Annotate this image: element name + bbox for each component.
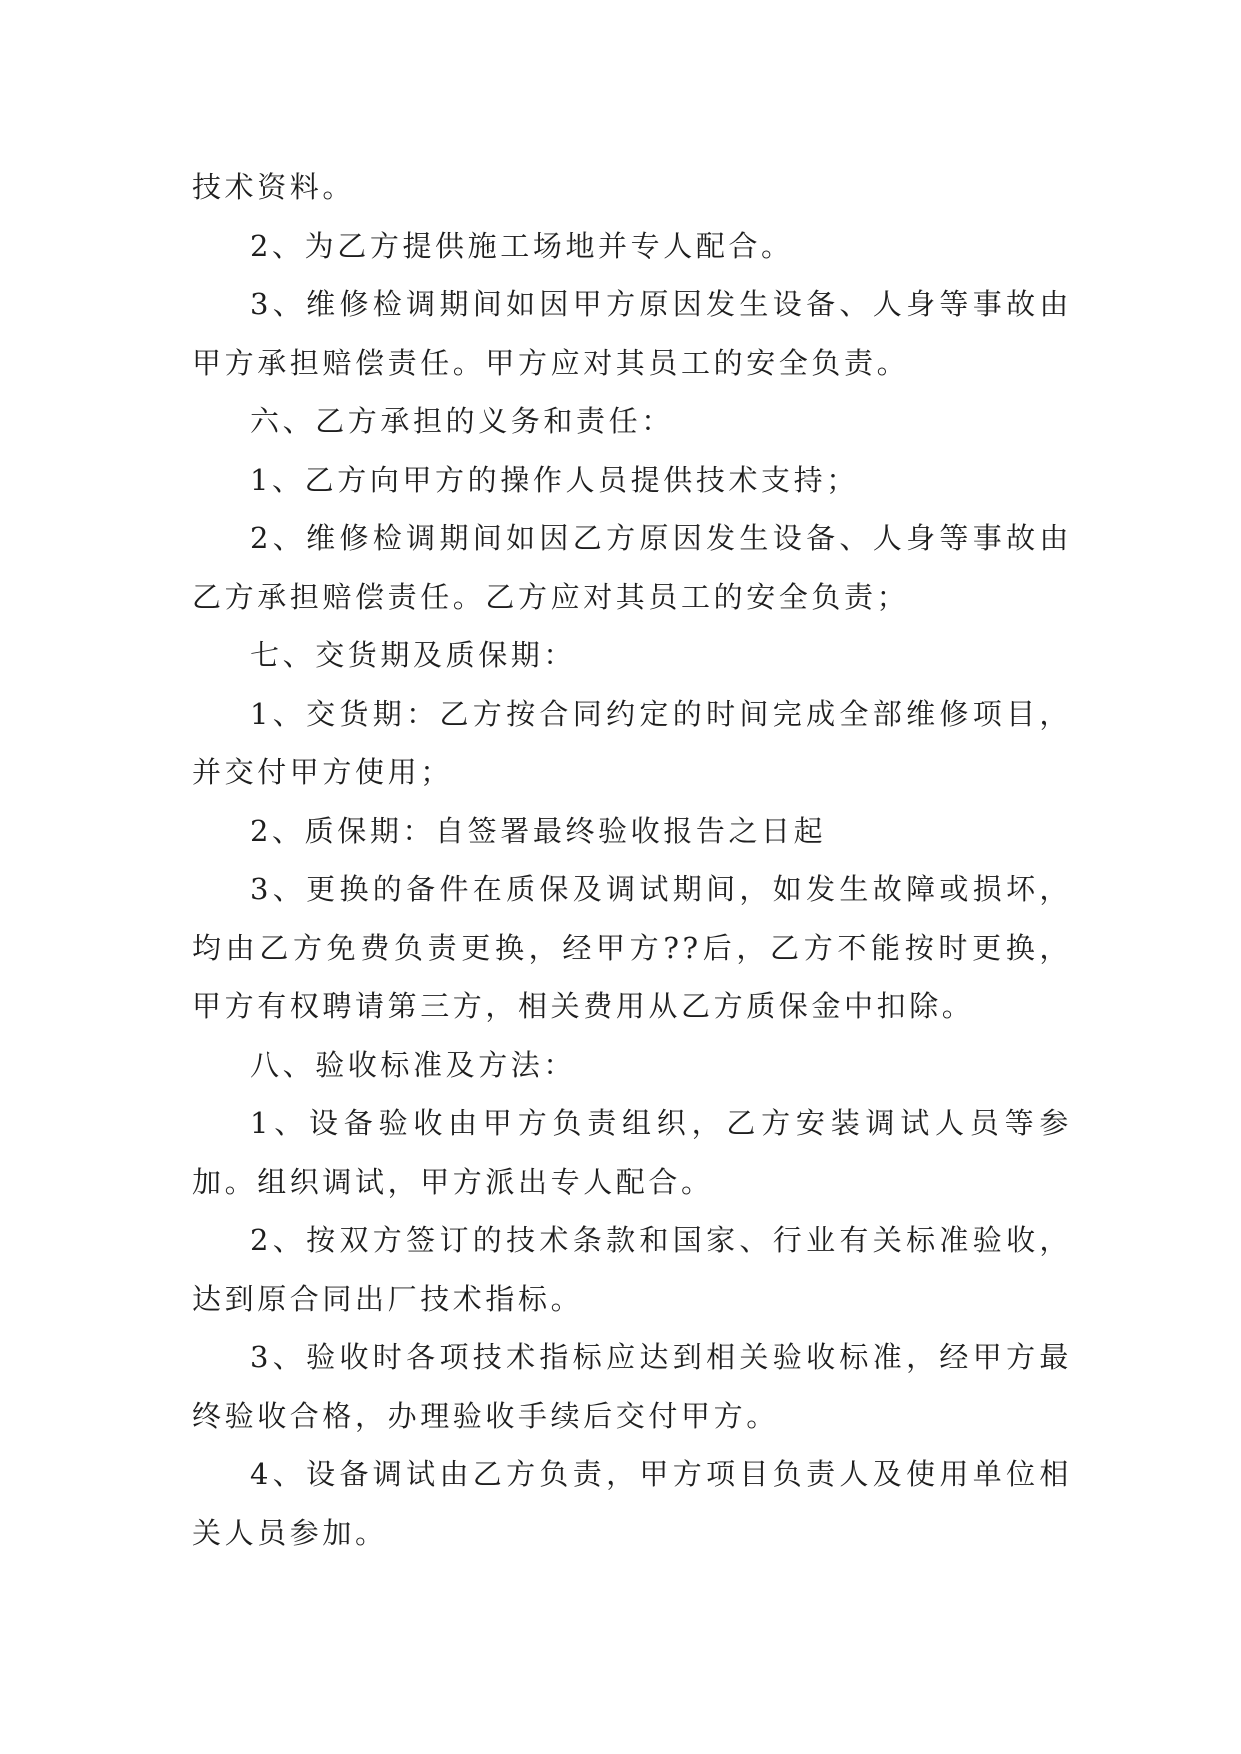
document-page <box>192 158 1072 1562</box>
paragraph-clause-8-4: 4、设备调试由乙方负责，甲方项目负责人及使用单位相关人员参加。 <box>192 1457 1072 1550</box>
paragraph-clause-7-3: 3、更换的备件在质保及调试期间，如发生故障或损坏，均由乙方免费负责更换，经甲方??后，乙方不能按时更换，甲方有权聘请第三方，相关费用从乙方质保金中扣除。 <box>192 872 1072 1023</box>
section-heading-7: 七、交货期及质保期： <box>250 638 577 672</box>
paragraph-clause-8-2: 2、按双方签订的技术条款和国家、行业有关标准验收，达到原合同出厂技术指标。 <box>192 1223 1072 1316</box>
paragraph-clause-7-2: 2、质保期：自签署最终验收报告之日起 <box>250 813 827 848</box>
paragraph-clause-5-2: 2、为乙方提供施工场地并专人配合。 <box>250 228 794 263</box>
paragraph-clause-7-1: 1、交货期：乙方按合同约定的时间完成全部维修项目，并交付甲方使用； <box>192 696 1072 789</box>
paragraph-clause-8-3: 3、验收时各项技术指标应达到相关验收标准，经甲方最终验收合格，办理验收手续后交付甲方。 <box>192 1340 1072 1433</box>
paragraph-clause-5-3: 3、维修检调期间如因甲方原因发生设备、人身等事故由甲方承担赔偿责任。甲方应对其员工的安全负责。 <box>192 287 1072 380</box>
section-heading-8: 八、验收标准及方法： <box>250 1047 577 1082</box>
paragraph-clause-8-1: 1、设备验收由甲方负责组织，乙方安装调试人员等参加。组织调试，甲方派出专人配合。 <box>192 1106 1072 1199</box>
paragraph-clause-6-2: 2、维修检调期间如因乙方原因发生设备、人身等事故由乙方承担赔偿责任。乙方应对其员工的安全负责； <box>192 521 1072 614</box>
section-heading-6: 六、乙方承担的义务和责任： <box>250 404 674 438</box>
paragraph-clause-6-1: 1、乙方向甲方的操作人员提供技术支持； <box>250 462 859 497</box>
paragraph-continuation: 技术资料。 <box>192 170 356 204</box>
